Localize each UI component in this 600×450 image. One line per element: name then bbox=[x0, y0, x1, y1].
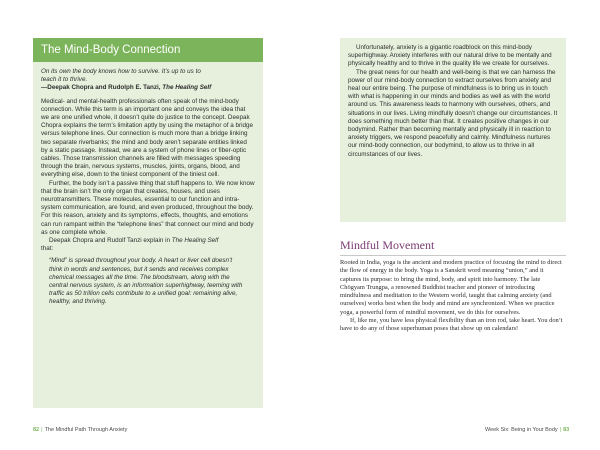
continued-panel-body bbox=[340, 38, 566, 159]
panel-paragraph-1: Unfortunately, anxiety is a gigantic roadblock on this mind-body superhighway. Anxiety interferes with our natural drive to be mentally and physically healthy and to thrive in the quality life we create for ourselves. bbox=[348, 44, 552, 68]
sidebar-paragraph-1: Medical- and mental-health professionals often speak of the mind-body connection. While this term is an important one and conveys the idea that we are one unified whole, it doesn’t quite do justice to the concept. Deepak Chopra explains the term’s limitation aptly by using the metaphor of a bridge versus telephone lines. Our connection is much more than a bridge linking two separate riverbanks; the mind and body aren’t separate entities linked by a static passage. Instead, we are a system of phone lines or fiber-optic cables. Those transmission channels are filled with messages speeding through the brain, nervous systems, muscles, joints, organs, blood, and everything else, down to the tiniest component of the tiniest cell. bbox=[41, 97, 253, 179]
right-footer bbox=[485, 427, 569, 433]
sidebar-panel bbox=[33, 38, 263, 408]
sidebar-body bbox=[33, 62, 263, 307]
paragraph-3-tail: that: bbox=[41, 245, 54, 253]
body-paragraph-1: Rooted in India, yoga is the ancient and modern practice of focusing the mind to direct the flow of energy in the body. Yoga is a Sanskrit word meaning “union,” and it captures its purpose: to bring the mind, body, and spirit into harmony. The late Chögyam Trungpa, a renowned Buddhist teacher and pioneer of introducing mindfulness and meditation to the Western world, taught that calming anxiety (and ourselves) works best when the body and mind are synchronized. When we practice yoga, a powerful form of mindful movement, we do this for ourselves. bbox=[340, 259, 562, 316]
left-footer bbox=[33, 427, 127, 433]
block-quote: “Mind” is spread throughout your body. A heart or liver cell doesn’t think in words and sentences, but it sends and receives complex chemical messages all the time. The bloodstream, along with the central nervous system, is an information superhighway, teeming with traffic as 50 trillion cells contribute to a unified goal: remaining alive, healthy, and thriving. bbox=[49, 257, 243, 306]
attribution-book-title: The Healing Self bbox=[162, 84, 212, 92]
footer-separator: | bbox=[41, 427, 43, 433]
sidebar-title: The Mind-Body Connection bbox=[33, 38, 263, 62]
epigraph-attribution bbox=[41, 84, 255, 92]
right-page-number: 83 bbox=[563, 427, 570, 433]
left-running-head: The Mindful Path Through Anxiety bbox=[44, 427, 128, 433]
footer-separator: | bbox=[559, 427, 562, 433]
section-divider bbox=[340, 255, 566, 256]
sidebar-paragraph-3 bbox=[41, 237, 255, 253]
body-paragraph-2: If, like me, you have less physical flexibility than an iron rod, take heart. You don’t have to do any of those superhuman poses that show up on calendars! bbox=[340, 317, 563, 333]
epigraph-line-2: teach it to thrive. bbox=[41, 76, 88, 84]
section-body bbox=[340, 259, 566, 334]
left-page-number: 82 bbox=[33, 427, 40, 433]
paragraph-3-lead: Deepak Chopra and Rudolf Tanzi explain in bbox=[49, 237, 171, 245]
epigraph-line-1: On its own the body knows how to survive. It’s up to us to bbox=[41, 68, 201, 75]
section-heading: Mindful Movement bbox=[340, 238, 435, 252]
right-running-head: Week Six: Being in Your Body bbox=[485, 427, 558, 433]
right-page bbox=[300, 0, 600, 450]
panel-paragraph-2: The great news for our health and well-being is that we can harness the power of our mind-body connection to extract ourselves from anxiety and heal our entire being. The purpose of mindfulness is to bring us in touch with what is happening in our minds and bodies as well as with the world around us. This awareness leads to harmony with ourselves, others, and situations in our lives. Living mindfully doesn’t change our circumstances. It does something much better than that. It creates positive changes in our bodymind. Rather than becoming mentally and physically ill in reaction to anxiety triggers, we respond peacefully and calmly. Mindfulness nurtures our mind-body connection, our bodymind, to allow us to thrive in all circumstances of our lives. bbox=[348, 68, 558, 158]
paragraph-3-book-title: The Healing Self bbox=[171, 237, 219, 245]
epigraph bbox=[41, 68, 255, 84]
continued-panel bbox=[340, 38, 566, 222]
sidebar-paragraph-2: Further, the body isn’t a passive thing that stuff happens to. We now know that the brain isn’t the only organ that creates, houses, and uses neurotransmitters. These molecules, essential to our function and intra-system communication, are found, and even produced, throughout the body. For this reason, anxiety and its symptoms, effects, thoughts, and emotions can run rampant within the “telephone lines” that connect our mind and body as one complete whole. bbox=[41, 179, 255, 236]
attribution-names: —Deepak Chopra and Rudolph E. Tanzi, bbox=[41, 84, 161, 92]
